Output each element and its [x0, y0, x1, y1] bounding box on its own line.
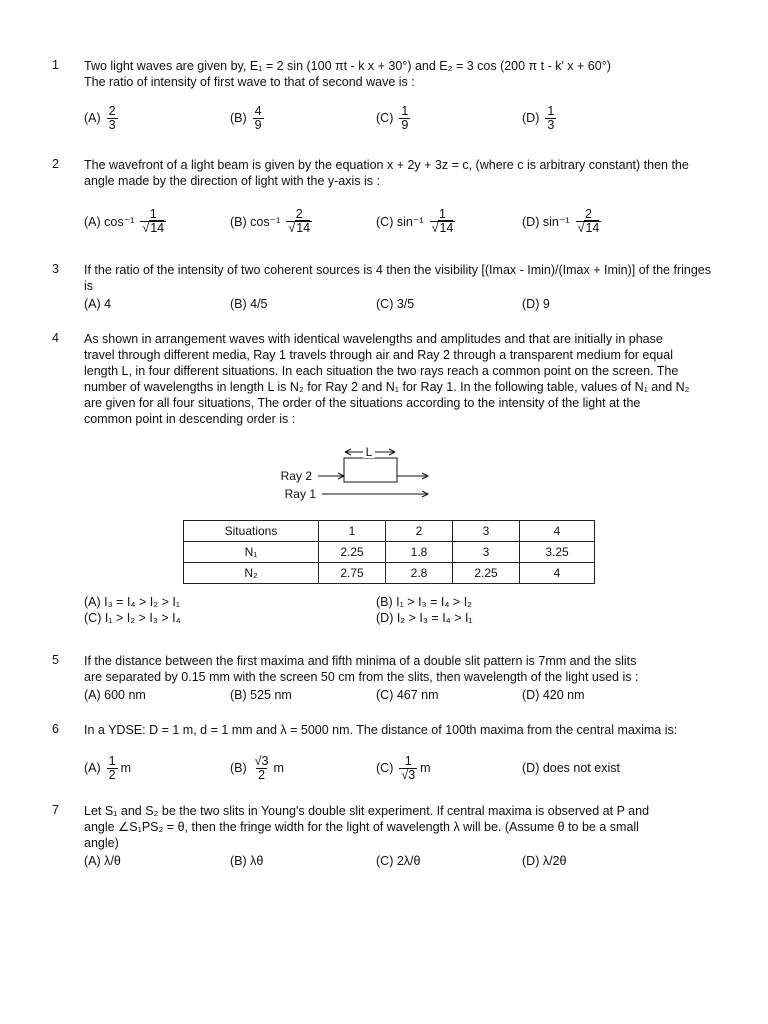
table-header-cell: 4 [520, 521, 595, 542]
table-cell: 2.25 [453, 563, 520, 584]
table-cell: 2.75 [319, 563, 386, 584]
question-number: 2 [52, 157, 59, 171]
option-label: (C) [376, 761, 394, 775]
option-d: (D) λ/2θ [522, 854, 567, 868]
option-b [230, 201, 312, 241]
denominator: 2 [108, 767, 116, 782]
fraction [399, 755, 417, 782]
question-number: 7 [52, 803, 59, 817]
fraction [576, 208, 602, 235]
question-line: Two light waves are given by, E₁ = 2 sin (100 πt - k x + 30°) and E₂ = 3 cos (200 π t - k′ x + 60°) [84, 59, 611, 73]
option-c: (C) 467 nm [376, 688, 439, 702]
denominator: 9 [401, 117, 409, 132]
option-label: (B) [230, 111, 247, 125]
options-row [84, 201, 712, 241]
question-line: If the distance between the first maxima and fifth minima of a double slit pattern is 7mm and the slits [84, 654, 637, 668]
radicand: 14 [150, 220, 165, 235]
question-line: angle ∠S₁PS₂ = θ, then the fringe width for the light of wavelength λ will be. (Assume θ to be a small [84, 820, 639, 834]
denominator [430, 221, 456, 235]
question-text [84, 653, 712, 685]
option-b [230, 98, 264, 138]
option-d [522, 201, 601, 241]
denominator: 2 [258, 767, 266, 782]
fraction [286, 208, 312, 235]
option-d: (D) I₂ > I₃ = I₄ > I₁ [376, 611, 473, 625]
table-cell: N₂ [184, 563, 319, 584]
sqrt-sign: √ [142, 220, 150, 235]
option-b [230, 748, 284, 788]
option-d: (D) 9 [522, 297, 550, 311]
table-cell: 2.8 [386, 563, 453, 584]
options-row [84, 296, 712, 312]
question-line: Let S₁ and S₂ be the two slits in Young's double slit experiment. If central maxima is observed at P and [84, 804, 650, 818]
options-row [84, 98, 712, 138]
radicand: 14 [585, 220, 600, 235]
option-c: (C) 2λ/θ [376, 854, 421, 868]
fraction [140, 208, 166, 235]
table-header-cell: 3 [453, 521, 520, 542]
fraction [545, 105, 556, 132]
question-text [84, 722, 712, 738]
table-header-cell: 2 [386, 521, 453, 542]
numerator: 1 [401, 103, 409, 118]
numerator: 1 [149, 206, 157, 221]
option-b: (B) I₁ > I₃ = I₄ > I₂ [376, 595, 473, 609]
fraction [399, 105, 410, 132]
table-cell: 3.25 [520, 542, 595, 563]
fraction [107, 755, 118, 782]
table-cell: 3 [453, 542, 520, 563]
question-line: The wavefront of a light beam is given by the equation x + 2y + 3z = c, (where c is arbitrary constant) then the [84, 158, 689, 172]
sqrt-sign: √ [431, 220, 439, 235]
option-c: (C) 3/5 [376, 297, 415, 311]
numerator: 1 [547, 103, 555, 118]
option-label: (A) [84, 111, 101, 125]
q4-options [84, 594, 684, 628]
option-b: (B) 4/5 [230, 297, 268, 311]
numerator: √3 [254, 753, 269, 768]
option-a: (A) I₃ = I₄ > I₂ > I₁ [84, 595, 181, 609]
numerator: 4 [254, 103, 262, 118]
question-line: length L, in four different situations. In each situation the two rays reach a common point on the screen. The [84, 364, 679, 378]
fraction [430, 208, 456, 235]
table-header-row [184, 521, 595, 542]
question-line: number of wavelengths in length L is N₂ for Ray 2 and N₁ for Ray 1. In the following table, values of N₁ and N₂ [84, 380, 690, 394]
option-b: (B) 525 nm [230, 688, 292, 702]
transparent-medium [344, 458, 397, 482]
denominator [286, 221, 312, 235]
option-d [522, 98, 556, 138]
numerator: 1 [438, 206, 446, 221]
unit: m [120, 761, 132, 775]
option-a [84, 748, 131, 788]
question-text [84, 157, 712, 189]
question-number: 1 [52, 58, 59, 72]
question-number: 5 [52, 653, 59, 667]
question-line: The ratio of intensity of first wave to that of second wave is : [84, 75, 415, 89]
option-label: (B) [230, 761, 247, 775]
option-c [376, 201, 455, 241]
option-a: (A) 600 nm [84, 688, 146, 702]
table-header-cell: 1 [319, 521, 386, 542]
question-number: 4 [52, 331, 59, 345]
unit: m [420, 761, 431, 775]
denominator: √3 [401, 767, 416, 782]
question-line: are separated by 0.15 mm with the screen 50 cm from the slits, then wavelength of the light used is : [84, 670, 639, 684]
question-text [84, 803, 712, 851]
question-text [84, 58, 712, 90]
option-label: (C) sin⁻¹ [376, 214, 424, 229]
ray-diagram [270, 442, 440, 506]
option-a: (A) 4 [84, 297, 112, 311]
sqrt-sign: √ [577, 220, 585, 235]
numerator: 2 [295, 206, 303, 221]
radicand: 14 [439, 220, 454, 235]
numerator: 2 [108, 103, 116, 118]
sqrt-sign: √ [288, 220, 296, 235]
option-a: (A) λ/θ [84, 854, 121, 868]
question-line: are given for all four situations, The order of the situations according to the intensity of the light at the [84, 396, 641, 410]
situations-table [183, 520, 595, 584]
option-b: (B) λθ [230, 854, 264, 868]
question-line: angle made by the direction of light with the y-axis is : [84, 174, 380, 188]
numerator: 1 [404, 753, 412, 768]
option-d: (D) does not exist [522, 761, 620, 775]
table-row [184, 563, 595, 584]
table-row [184, 542, 595, 563]
ray-2-label: Ray 2 [280, 469, 312, 483]
question-number: 6 [52, 722, 59, 736]
question-line: angle) [84, 836, 119, 850]
question-line: As shown in arrangement waves with identical wavelengths and amplitudes and that are initially in phase [84, 332, 663, 346]
question-text [84, 262, 712, 294]
option-c [376, 98, 410, 138]
table-cell: 1.8 [386, 542, 453, 563]
question-line: If the ratio of the intensity of two coherent sources is 4 then the visibility [(Imax - Imin)/(Imax + Imin)] of the fringes [84, 263, 711, 277]
question-line: common point in descending order is : [84, 412, 296, 426]
numerator: 2 [584, 206, 592, 221]
option-c [376, 748, 431, 788]
option-a [84, 98, 118, 138]
option-label: (D) sin⁻¹ [522, 214, 570, 229]
option-c: (C) I₁ > I₂ > I₃ > I₄ [84, 611, 181, 625]
denominator: 3 [108, 117, 116, 132]
table-cell: N₁ [184, 542, 319, 563]
question-line: In a YDSE: D = 1 m, d = 1 mm and λ = 5000 nm. The distance of 100th maxima from the central maxima is: [84, 723, 678, 737]
table-cell: 2.25 [319, 542, 386, 563]
options-row [84, 853, 712, 869]
question-number: 3 [52, 262, 59, 276]
unit: m [273, 761, 284, 775]
option-label: (A) [84, 761, 101, 775]
question-line: travel through different media, Ray 1 travels through air and Ray 2 through a transparent medium for equal [84, 348, 673, 362]
option-label: (A) cos⁻¹ [84, 214, 135, 229]
table-header-cell: Situations [184, 521, 319, 542]
fraction [253, 755, 271, 782]
question-line: is [84, 279, 94, 293]
question-text [84, 331, 712, 427]
denominator [140, 221, 166, 235]
table-cell: 4 [520, 563, 595, 584]
numerator: 1 [108, 753, 116, 768]
option-a [84, 201, 166, 241]
options-row [84, 687, 712, 703]
denominator: 3 [547, 117, 555, 132]
fraction [253, 105, 264, 132]
radicand: 14 [296, 220, 311, 235]
option-label: (D) [522, 111, 540, 125]
fraction [107, 105, 118, 132]
option-label: (C) [376, 111, 394, 125]
ray-1-label: Ray 1 [284, 487, 316, 501]
options-row [84, 748, 712, 788]
denominator: 9 [254, 117, 262, 132]
option-label: (B) cos⁻¹ [230, 214, 281, 229]
option-d: (D) 420 nm [522, 688, 585, 702]
length-label: L [365, 445, 373, 459]
denominator [576, 221, 602, 235]
